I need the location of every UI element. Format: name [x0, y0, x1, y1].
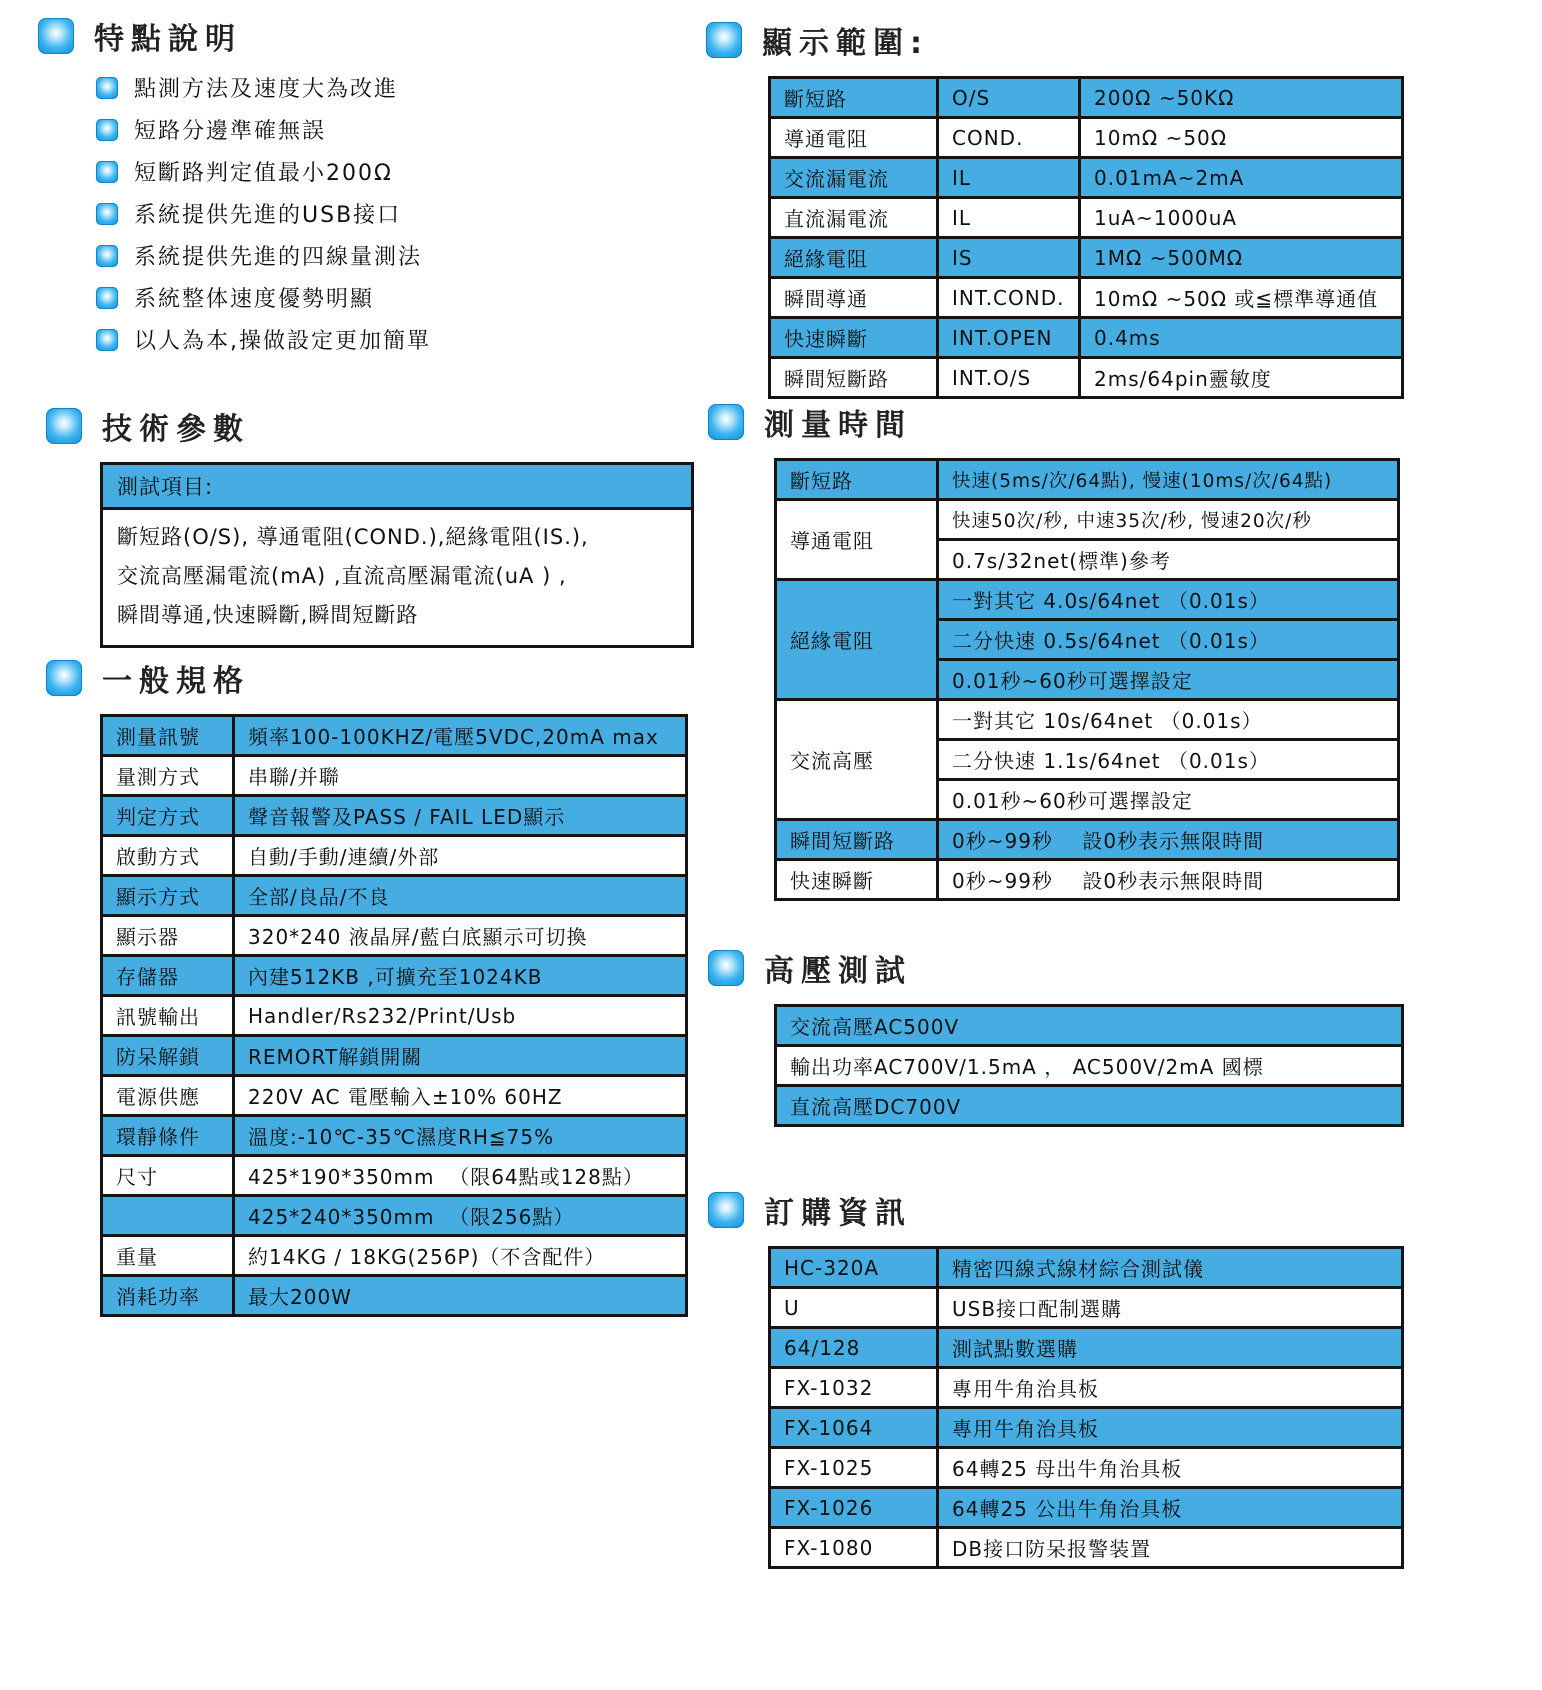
section-bullet-icon: [708, 404, 744, 440]
range-value-cell: 1uA~1000uA: [1080, 198, 1403, 238]
spec-label-cell: 尺寸: [102, 1156, 234, 1196]
feature-text: 短斷路判定值最小200Ω: [134, 161, 393, 186]
order-model-cell: FX-1026: [770, 1488, 938, 1528]
range-code-cell: O/S: [938, 78, 1080, 118]
time-group-cell: 絕緣電阻: [776, 580, 938, 700]
spec-value-cell: 頻率100-100KHZ/電壓5VDC,20mA max: [234, 716, 687, 756]
order-desc-cell: 64轉25 母出牛角治具板: [938, 1448, 1403, 1488]
order-desc-cell: 專用牛角治具板: [938, 1368, 1403, 1408]
table-row: [776, 1046, 1403, 1086]
range-code-cell: IL: [938, 198, 1080, 238]
bullet-icon: [96, 77, 118, 99]
list-item: [96, 282, 431, 313]
spec-value-cell: 聲音報警及PASS / FAIL LED顯示: [234, 796, 687, 836]
spec-value-cell: Handler/Rs232/Print/Usb: [234, 996, 687, 1036]
range-value-cell: 0.01mA~2mA: [1080, 158, 1403, 198]
order-desc-cell: 測試點數選購: [938, 1328, 1403, 1368]
spec-label-cell: 訊號輸出: [102, 996, 234, 1036]
table-row: [776, 580, 1399, 620]
section-tech-params: [46, 404, 694, 648]
spec-label-cell: 測量訊號: [102, 716, 234, 756]
list-item: [96, 324, 431, 355]
section-bullet-icon: [46, 408, 82, 444]
spec-value-cell: 最大200W: [234, 1276, 687, 1316]
section-measure-time: [708, 400, 1400, 901]
section-title: 特點說明: [94, 22, 242, 57]
table-row: [102, 916, 687, 956]
spec-label-cell: 啟動方式: [102, 836, 234, 876]
spec-value-cell: 220V AC 電壓輸入±10% 60HZ: [234, 1076, 687, 1116]
section-features: [38, 14, 431, 355]
list-item: [96, 156, 431, 187]
bullet-icon: [96, 203, 118, 225]
time-value-cell: 0.01秒~60秒可選擇設定: [938, 660, 1399, 700]
list-item: [96, 198, 431, 229]
list-item: [96, 240, 431, 271]
table-row: [102, 1276, 687, 1316]
range-name-cell: 導通電阻: [770, 118, 938, 158]
spec-label-cell: 消耗功率: [102, 1276, 234, 1316]
table-row: [102, 1236, 687, 1276]
spec-label-cell: 量測方式: [102, 756, 234, 796]
section-title: 訂購資訊: [764, 1196, 912, 1231]
order-model-cell: 64/128: [770, 1328, 938, 1368]
table-row: [770, 278, 1403, 318]
order-model-cell: FX-1064: [770, 1408, 938, 1448]
spec-value-cell: 內建512KB ,可擴充至1024KB: [234, 956, 687, 996]
order-desc-cell: 專用牛角治具板: [938, 1408, 1403, 1448]
order-model-cell: FX-1080: [770, 1528, 938, 1568]
list-item: [96, 114, 431, 145]
section-title: 高壓測試: [764, 954, 912, 989]
table-row: [770, 1488, 1403, 1528]
section-bullet-icon: [708, 950, 744, 986]
time-value-cell: 0秒~99秒 設0秒表示無限時間: [938, 820, 1399, 860]
section-bullet-icon: [38, 18, 74, 54]
general-specs-table: [100, 714, 688, 1317]
spec-value-cell: 溫度:-10℃-35℃濕度RH≦75%: [234, 1116, 687, 1156]
bullet-icon: [96, 161, 118, 183]
section-title: 顯示範圍:: [762, 26, 929, 61]
spec-label-cell: 重量: [102, 1236, 234, 1276]
range-value-cell: 200Ω ~50KΩ: [1080, 78, 1403, 118]
order-desc-cell: 64轉25 公出牛角治具板: [938, 1488, 1403, 1528]
time-value-cell: 一對其它 10s/64net （0.01s）: [938, 700, 1399, 740]
order-model-cell: HC-320A: [770, 1248, 938, 1288]
time-value-cell: 0秒~99秒 設0秒表示無限時間: [938, 860, 1399, 900]
range-name-cell: 交流漏電流: [770, 158, 938, 198]
range-value-cell: 0.4ms: [1080, 318, 1403, 358]
time-group-cell: 斷短路: [776, 460, 938, 500]
list-item: [96, 72, 431, 103]
table-row: [102, 1076, 687, 1116]
table-row: [102, 1156, 687, 1196]
time-group-cell: 瞬間短斷路: [776, 820, 938, 860]
bullet-icon: [96, 119, 118, 141]
section-general-specs: [46, 656, 688, 1317]
features-heading: [38, 14, 431, 58]
table-row: [776, 820, 1399, 860]
spec-label-cell: [102, 1196, 234, 1236]
time-group-cell: 快速瞬斷: [776, 860, 938, 900]
table-row: [776, 460, 1399, 500]
spec-label-cell: 電源供應: [102, 1076, 234, 1116]
spec-value-cell: 320*240 液晶屏/藍白底顯示可切換: [234, 916, 687, 956]
table-row: [102, 716, 687, 756]
order-model-cell: FX-1032: [770, 1368, 938, 1408]
table-row: [102, 836, 687, 876]
spec-value-cell: 自動/手動/連續/外部: [234, 836, 687, 876]
table-row: [776, 860, 1399, 900]
feature-text: 系統整体速度優勢明顯: [134, 287, 375, 312]
section-bullet-icon: [708, 1192, 744, 1228]
feature-text: 點測方法及速度大為改進: [134, 77, 399, 102]
range-code-cell: IL: [938, 158, 1080, 198]
range-code-cell: IS: [938, 238, 1080, 278]
table-row: [770, 1528, 1403, 1568]
spec-label-cell: 存儲器: [102, 956, 234, 996]
spec-value-cell: REMORT解鎖開關: [234, 1036, 687, 1076]
order-desc-cell: 精密四線式線材綜合測試儀: [938, 1248, 1403, 1288]
spec-label-cell: 判定方式: [102, 796, 234, 836]
section-bullet-icon: [706, 22, 742, 58]
table-row: [770, 158, 1403, 198]
time-value-cell: 快速50次/秒, 中速35次/秒, 慢速20次/秒: [938, 500, 1399, 540]
table-row: [770, 1248, 1403, 1288]
spec-label-cell: 防呆解鎖: [102, 1036, 234, 1076]
table-row: [102, 1196, 687, 1236]
range-value-cell: 1MΩ ~500MΩ: [1080, 238, 1403, 278]
table-row: [770, 1408, 1403, 1448]
tech-params-line: 交流高壓漏電流(mA) ,直流高壓漏電流(uA ) ,: [117, 564, 567, 588]
table-row: [102, 1116, 687, 1156]
range-code-cell: INT.COND.: [938, 278, 1080, 318]
range-name-cell: 快速瞬斷: [770, 318, 938, 358]
table-row: [102, 956, 687, 996]
range-name-cell: 斷短路: [770, 78, 938, 118]
table-row: [770, 1448, 1403, 1488]
table-row: [776, 1006, 1403, 1046]
section-bullet-icon: [46, 660, 82, 696]
order-desc-cell: USB接口配制選購: [938, 1288, 1403, 1328]
bullet-icon: [96, 287, 118, 309]
feature-text: 系統提供先進的USB接口: [134, 203, 402, 228]
spec-label-cell: 顯示器: [102, 916, 234, 956]
section-title: 一般規格: [102, 664, 250, 699]
table-row: [102, 996, 687, 1036]
table-row: [770, 238, 1403, 278]
measure-time-table: [774, 458, 1400, 901]
time-value-cell: 0.7s/32net(標準)參考: [938, 540, 1399, 580]
range-name-cell: 直流漏電流: [770, 198, 938, 238]
measure-time-heading: [708, 400, 1400, 444]
display-range-table: [768, 76, 1404, 399]
time-value-cell: 快速(5ms/次/64點), 慢速(10ms/次/64點): [938, 460, 1399, 500]
display-range-heading: [706, 18, 1404, 62]
time-group-cell: 交流高壓: [776, 700, 938, 820]
ordering-table: [768, 1246, 1404, 1569]
order-model-cell: U: [770, 1288, 938, 1328]
section-ordering: [708, 1188, 1404, 1569]
spec-label-cell: 環靜條件: [102, 1116, 234, 1156]
table-row: [770, 1368, 1403, 1408]
range-value-cell: 10mΩ ~50Ω 或≦標準導通值: [1080, 278, 1403, 318]
time-group-cell: 導通電阻: [776, 500, 938, 580]
range-code-cell: INT.O/S: [938, 358, 1080, 398]
table-row: [770, 358, 1403, 398]
spec-value-cell: 全部/良品/不良: [234, 876, 687, 916]
time-value-cell: 一對其它 4.0s/64net （0.01s）: [938, 580, 1399, 620]
section-title: 測量時間: [764, 408, 912, 443]
order-model-cell: FX-1025: [770, 1448, 938, 1488]
spec-value-cell: 425*240*350mm （限256點）: [234, 1196, 687, 1236]
general-specs-heading: [46, 656, 688, 700]
range-value-cell: 10mΩ ~50Ω: [1080, 118, 1403, 158]
hv-test-table: [774, 1004, 1404, 1127]
feature-text: 以人為本,操做設定更加簡單: [134, 329, 431, 354]
time-value-cell: 0.01秒~60秒可選擇設定: [938, 780, 1399, 820]
table-row: [776, 1086, 1403, 1126]
table-row: [776, 700, 1399, 740]
spec-value-cell: 約14KG / 18KG(256P)（不含配件）: [234, 1236, 687, 1276]
section-hv-test: [708, 946, 1404, 1127]
tech-params-line: 瞬間導通,快速瞬斷,瞬間短斷路: [117, 603, 419, 627]
ordering-heading: [708, 1188, 1404, 1232]
table-row: [102, 876, 687, 916]
table-row: [776, 500, 1399, 540]
table-row: [770, 78, 1403, 118]
spec-value-cell: 425*190*350mm （限64點或128點）: [234, 1156, 687, 1196]
bullet-icon: [96, 329, 118, 351]
feature-text: 短路分邊準確無誤: [134, 119, 327, 144]
tech-params-line: 斷短路(O/S), 導通電阻(COND.),絕緣電阻(IS.),: [117, 525, 589, 549]
tech-params-body: [103, 510, 691, 645]
section-display-range: [706, 18, 1404, 399]
bullet-icon: [96, 245, 118, 267]
table-row: [102, 796, 687, 836]
spec-value-cell: 串聯/并聯: [234, 756, 687, 796]
table-row: [770, 318, 1403, 358]
range-code-cell: INT.OPEN: [938, 318, 1080, 358]
feature-list: [96, 72, 431, 355]
tech-params-heading: [46, 404, 694, 448]
hv-test-heading: [708, 946, 1404, 990]
table-row: [102, 1036, 687, 1076]
hv-row-cell: 交流高壓AC500V: [776, 1006, 1403, 1046]
spec-label-cell: 顯示方式: [102, 876, 234, 916]
table-row: [770, 1328, 1403, 1368]
range-value-cell: 2ms/64pin靈敏度: [1080, 358, 1403, 398]
range-name-cell: 瞬間導通: [770, 278, 938, 318]
table-row: [102, 756, 687, 796]
time-value-cell: 二分快速 1.1s/64net （0.01s）: [938, 740, 1399, 780]
range-name-cell: 絕緣電阻: [770, 238, 938, 278]
section-title: 技術參數: [102, 412, 250, 447]
table-row: [770, 198, 1403, 238]
table-row: [770, 118, 1403, 158]
range-code-cell: COND.: [938, 118, 1080, 158]
table-row: [770, 1288, 1403, 1328]
range-name-cell: 瞬間短斷路: [770, 358, 938, 398]
hv-row-cell: 輸出功率AC700V/1.5mA ， AC500V/2mA 國標: [776, 1046, 1403, 1086]
tech-params-box: [100, 462, 694, 648]
time-value-cell: 二分快速 0.5s/64net （0.01s）: [938, 620, 1399, 660]
hv-row-cell: 直流高壓DC700V: [776, 1086, 1403, 1126]
order-desc-cell: DB接口防呆报警装置: [938, 1528, 1403, 1568]
tech-params-header: 測試項目:: [103, 465, 691, 510]
feature-text: 系統提供先進的四線量測法: [134, 245, 423, 270]
